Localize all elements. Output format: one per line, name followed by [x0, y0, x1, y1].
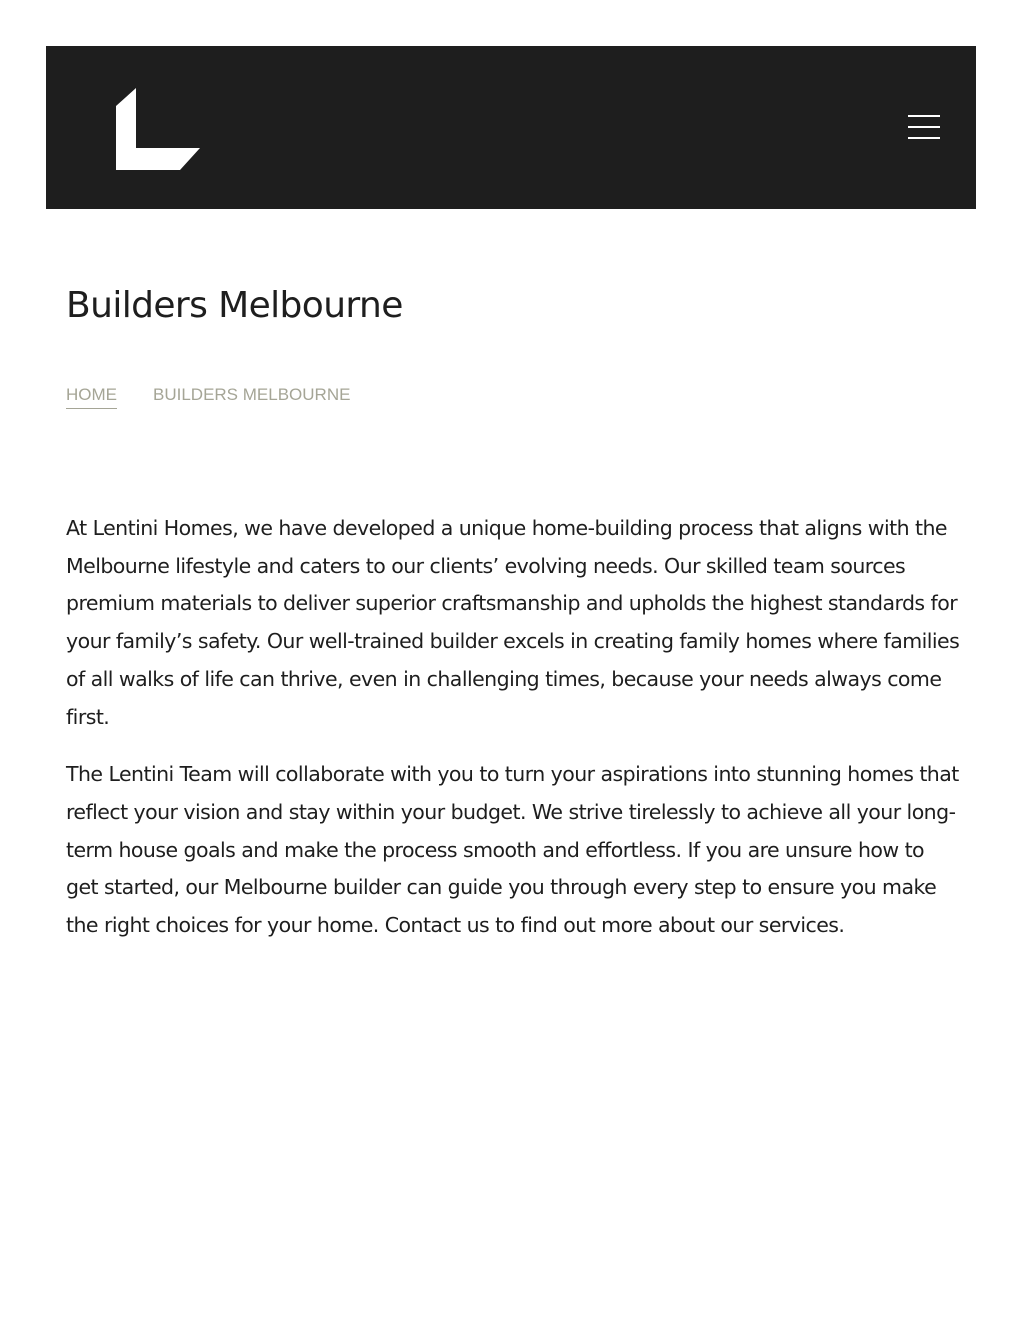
- content-paragraph-intro: At Lentini Homes, we have developed a unique home-building process that aligns with the Melbourne lifestyle and caters to our clients’ evolving needs. Our skilled team sources premium materials to deliver superior craftsmanship and upholds the highest standards for your family’s safety. Our well-trained builder excels in creating family homes where families of all walks of life can thrive, even in challenging times, because your needs always come first.: [66, 516, 960, 729]
- hamburger-menu-icon[interactable]: [908, 114, 940, 142]
- breadcrumb-current-page: BUILDERS MELBOURNE: [153, 385, 351, 404]
- breadcrumb: [66, 383, 350, 409]
- menu-bar-middle: [908, 126, 940, 128]
- breadcrumb-home-link[interactable]: HOME: [66, 383, 117, 409]
- site-header: [46, 46, 976, 209]
- lentini-l-logo-icon: [116, 88, 200, 170]
- menu-bar-bottom: [908, 137, 940, 139]
- home-logo-link[interactable]: [116, 88, 200, 170]
- menu-bar-top: [908, 115, 940, 117]
- page-title: Builders Melbourne: [66, 285, 403, 326]
- content-paragraph-team: The Lentini Team will collaborate with you to turn your aspirations into stunning homes that reflect your vision and stay within your budget. We strive tirelessly to achieve all your long-term house goals and make the process smooth and effortless. If you are unsure how to get started, our Melbourne builder can guide you through every step to ensure you make the right choices for your home. Contact us to find out more about our services.: [66, 762, 959, 938]
- main-content: [66, 510, 961, 965]
